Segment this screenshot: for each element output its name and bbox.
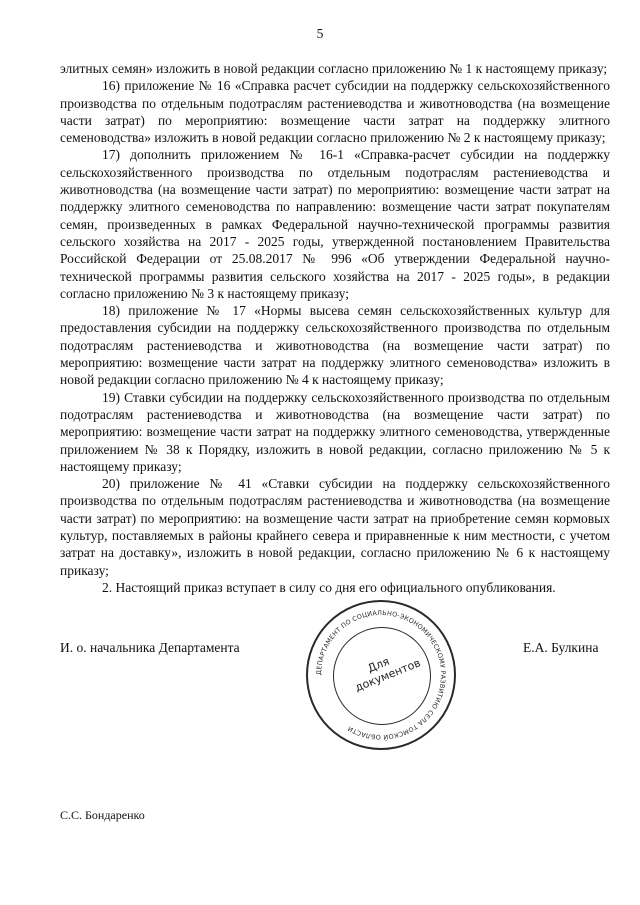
page-number: 5 <box>316 26 324 41</box>
executor-name: С.С. Бондаренко <box>60 808 145 822</box>
paragraph-item-19: 19) Ставки субсидии на поддержку сельскохозяйственного производства по отдельным подотраслям растениеводства и животноводства (на возмещение части затрат) по мероприятию: возмещение части затрат на поддержку элитного семеноводства, утвержденные приложением № 38 к Порядку, изложить в новой редакции, согласно приложению № 5 к настоящему приказу; <box>60 389 610 474</box>
paragraph-effective-date: 2. Настоящий приказ вступает в силу со дня его официального опубликования. <box>102 579 556 595</box>
stamp-ring-text: ДЕПАРТАМЕНТ ПО СОЦИАЛЬНО-ЭКОНОМИЧЕСКОМУ РАЗВИТИЮ СЕЛА ТОМСКОЙ ОБЛАСТИ <box>314 608 448 742</box>
paragraph-item-17: 17) дополнить приложением № 16-1 «Справка-расчет субсидии на поддержку сельскохозяйственного производства по отдельным подотраслям растениеводства и животноводства (на возмещение части затрат) по мероприятию: возмещение части затрат на поддержку элитного семеноводства по направлению: возмещение части затрат покупателям семян, произведенных в рамках Федеральной научно-технической программы развития сельского хозяйства на 2017 - 2025 годы, утвержденной постановлением Правительства Российской Федерации от 25.08.2017 № 996 «Об утверждении Федеральной научно-технической программы развития сельского хозяйства на 2017 - 2025 годы», в редакции согласно приложению № 3 к настоящему приказу; <box>60 147 610 301</box>
document-body <box>60 60 610 596</box>
signatory-name: Е.А. Булкина <box>523 640 599 655</box>
paragraph-item-20: 20) приложение № 41 «Ставки субсидии на поддержку сельскохозяйственного производства по отдельным подотраслям растениеводства и животноводства (на возмещение части затрат) по мероприятию: на возмещение части затрат на приобретение семян кормовых культур, поставляемых в районы крайнего севера и приравненные к ним местности, с учетом затрат на доставку», изложить в новой редакции, согласно приложению № 6 к настоящему приказу; <box>60 476 610 578</box>
paragraph-item-16: 16) приложение № 16 «Справка расчет субсидии на поддержку сельскохозяйственного производства по отдельным подотраслям растениеводства и животноводства (на возмещение части затрат) по мероприятию: возмещение части затрат на поддержку элитного семеноводства» изложить в новой редакции согласно приложению № 2 к настоящему приказу; <box>60 78 610 146</box>
stamp-center-text: Для документов <box>353 654 423 695</box>
official-stamp <box>306 600 456 750</box>
paragraph-item-18: 18) приложение № 17 «Нормы высева семян сельскохозяйственных культур для предоставления субсидии на поддержку сельскохозяйственного производства по отдельным подотраслям растениеводства и животноводства (на возмещение части затрат) по мероприятию: возмещение части затрат на поддержку элитного семеноводства» изложить в новой редакции согласно приложению № 4 к настоящему приказу; <box>60 303 610 388</box>
signatory-position: И. о. начальника Департамента <box>60 640 240 655</box>
paragraph-continuation: элитных семян» изложить в новой редакции согласно приложению № 1 к настоящему приказу; <box>60 61 608 76</box>
